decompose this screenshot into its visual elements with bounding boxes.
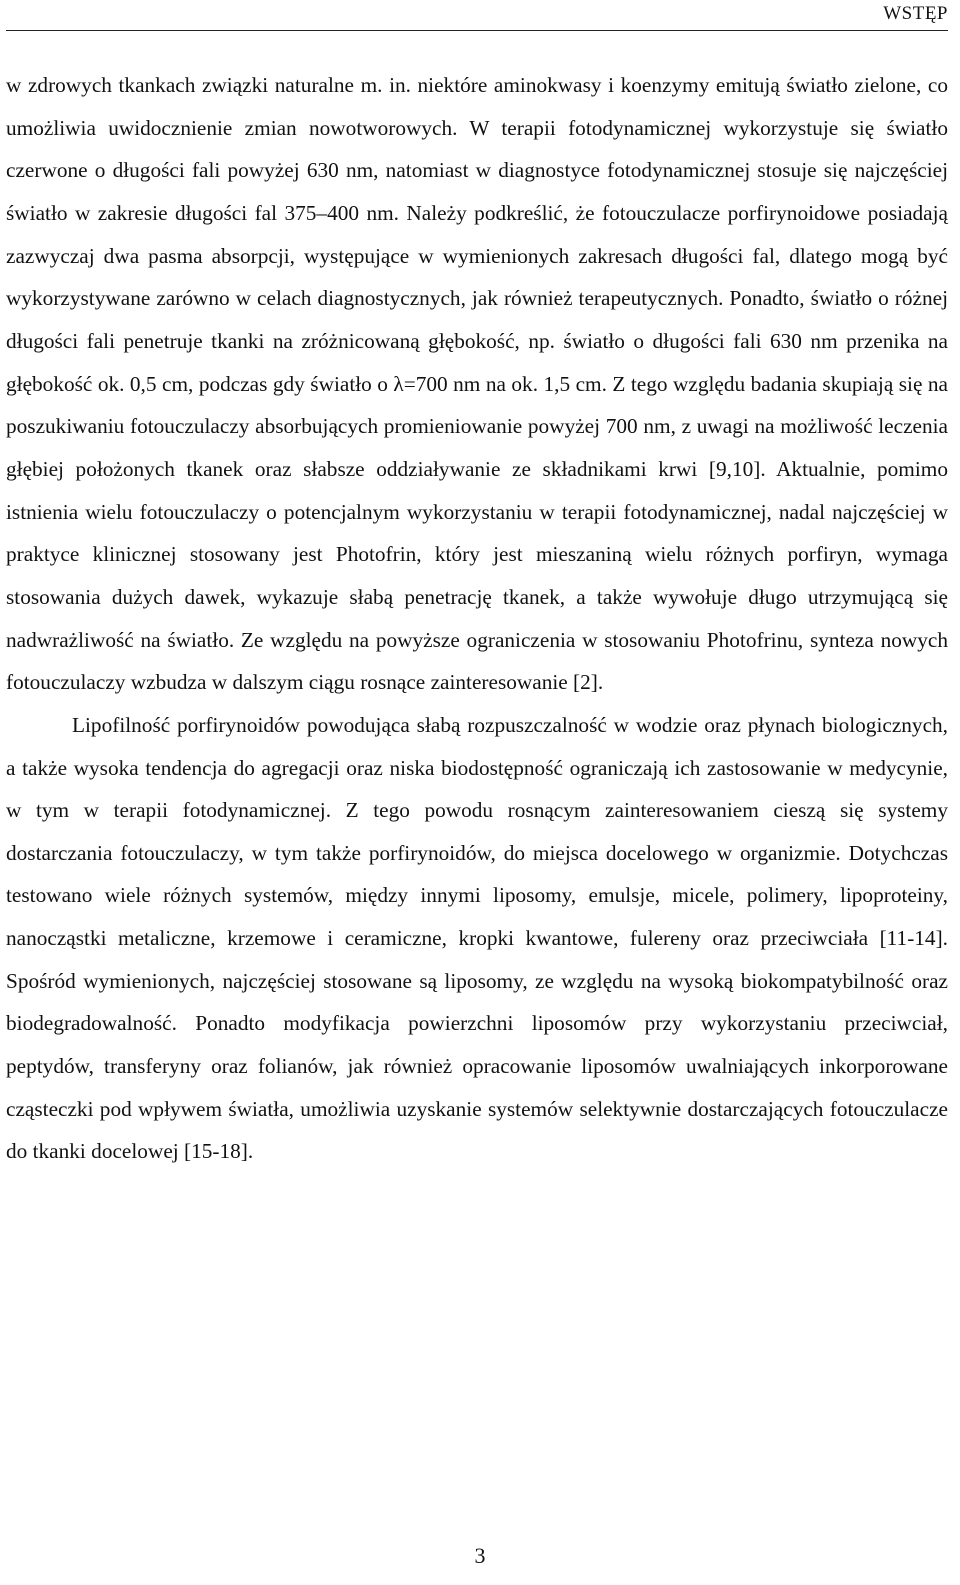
header-title: WSTĘP xyxy=(883,3,948,24)
paragraph-1: w zdrowych tkankach związki naturalne m. in. niektóre aminokwasy i koenzymy emitują światło zielone, co umożliwia uwidocznienie zmian nowotworowych. W terapii fotodynamicznej wykorzystuje się światło czerwone o długości fali powyżej 630 nm, natomiast w diagnostyce fotodynamicznej stosuje się najczęściej światło w zakresie długości fal 375–400 nm. Należy podkreślić, że fotouczulacze porfirynoidowe posiadają zazwyczaj dwa pasma absorpcji, występujące w wymienionych zakresach długości fal, dlatego mogą być wykorzystywane zarówno w celach diagnostycznych, jak również terapeutycznych. Ponadto, światło o różnej długości fali penetruje tkanki na zróżnicowaną głębokość, np. światło o długości fali 630 nm przenika na głębokość ok. 0,5 cm, podczas gdy światło o λ=700 nm na ok. 1,5 cm. Z tego względu badania skupiają się na poszukiwaniu fotouczulaczy absorbujących promieniowanie powyżej 700 nm, z uwagi na możliwość leczenia głębiej położonych tkanek oraz słabsze oddziaływanie ze składnikami krwi [9,10]. Aktualnie, pomimo istnienia wielu fotouczulaczy o potencjalnym wykorzystaniu w terapii fotodynamicznej, nadal najczęściej w praktyce klinicznej stosowany jest Photofrin, który jest mieszaniną wielu różnych porfiryn, wymaga stosowania dużych dawek, wykazuje słabą penetrację tkanek, a także wywołuje długo utrzymującą się nadwrażliwość na światło. Ze względu na powyższe ograniczenia w stosowaniu Photofrinu, synteza nowych fotouczulaczy wzbudza w dalszym ciągu rosnące zainteresowanie [2]. xyxy=(6,73,948,695)
document-body xyxy=(6,64,948,1173)
page-number: 3 xyxy=(474,1543,486,1568)
paragraph-2: Lipofilność porfirynoidów powodująca słabą rozpuszczalność w wodzie oraz płynach biologicznych, a także wysoka tendencja do agregacji oraz niska biodostępność ograniczają ich zastosowanie w medycynie, w tym w terapii fotodynamicznej. Z tego powodu rosnącym zainteresowaniem cieszą się systemy dostarczania fotouczulaczy, w tym także porfirynoidów, do miejsca docelowego w organizmie. Dotychczas testowano wiele różnych systemów, między innymi liposomy, emulsje, micele, polimery, lipoproteiny, nanocząstki metaliczne, krzemowe i ceramiczne, kropki kwantowe, fulereny oraz przeciwciała [11-14]. Spośród wymienionych, najczęściej stosowane są liposomy, ze względu na wysoką biokompatybilność oraz biodegradowalność. Ponadto modyfikacja powierzchni liposomów przy wykorzystaniu przeciwciał, peptydów, transferyny oraz folianów, jak również opracowanie liposomów uwalniających inkorporowane cząsteczki pod wpływem światła, umożliwia uzyskanie systemów selektywnie dostarczających fotouczulacze do tkanki docelowej [15-18]. xyxy=(6,712,948,1164)
running-header xyxy=(6,0,948,31)
